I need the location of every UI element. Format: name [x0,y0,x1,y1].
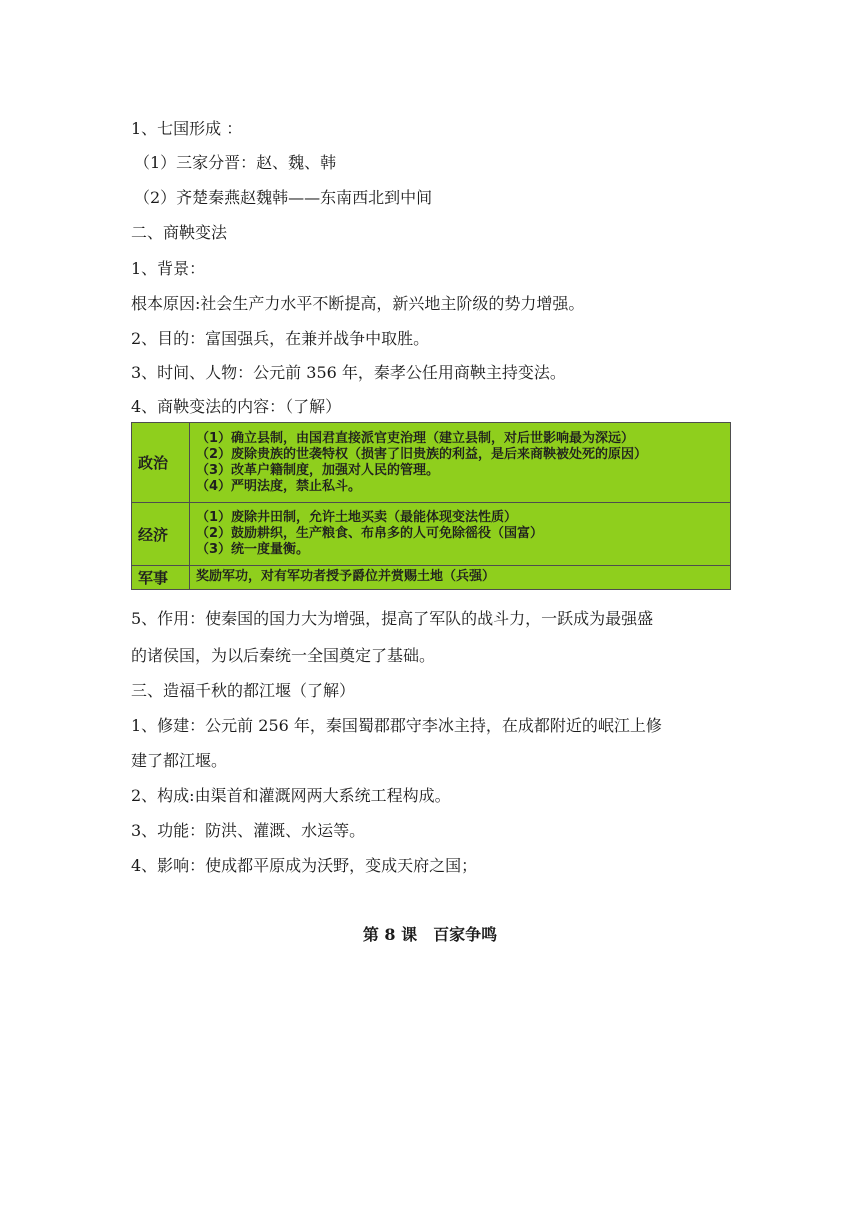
items-cell [190,423,731,503]
effect-text-line-2: 的诸侯国，为以后秦统一全国奠定了基础。 [131,646,436,665]
table-item: （2）鼓励耕织，生产粮食、布帛多的人可免除徭役（国富） [196,526,544,542]
composition-text: 2、构成:由渠首和灌溉网两大系统工程构成。 [131,786,451,805]
root-cause-text: 根本原因:社会生产力水平不断提高，新兴地主阶级的势力增强。 [131,294,585,313]
table-item: （1）废除井田制，允许土地买卖（最能体现变法性质） [196,510,518,526]
heading-background: 1、背景： [131,259,206,278]
function-text: 3、功能：防洪、灌溉、水运等。 [131,821,366,840]
table-row-military [132,565,731,589]
table-item: （3）改革户籍制度，加强对人民的管理。 [196,462,440,478]
table-item: （1）确立县制，由国君直接派官吏治理（建立县制，对后世影响最为深远） [196,430,635,446]
category-cell: 经济 [132,503,190,565]
section-heading-shang-yang: 二、商鞅变法 [131,223,228,242]
lesson-title: 第 8 课 百家争鸣 [362,925,498,944]
table-row-economy [132,503,731,565]
table-item: （2）废除贵族的世袭特权（损害了旧贵族的利益，是后来商鞅被处死的原因） [196,446,648,462]
category-cell: 政治 [132,423,190,503]
reform-content-table [131,422,731,590]
item-seven-states-order: （2）齐楚秦燕赵魏韩——东南西北到中间 [134,188,433,207]
construction-text-line-2: 建了都江堰。 [131,751,228,770]
purpose-text: 2、目的：富国强兵，在兼并战争中取胜。 [131,329,430,348]
effect-text-line-1: 5、作用：使秦国的国力大为增强，提高了军队的战斗力，一跃成为最强盛 [131,609,654,628]
items-cell [190,503,731,565]
time-people-text: 3、时间、人物：公元前 356 年，秦孝公任用商鞅主持变法。 [131,363,566,382]
category-cell: 军事 [132,565,190,589]
item-three-families: （1）三家分晋：赵、魏、韩 [134,153,337,172]
construction-text-line-1: 1、修建：公元前 256 年，秦国蜀郡郡守李冰主持，在成都附近的岷江上修 [131,716,662,735]
heading-seven-states: 1、七国形成 ： [131,119,243,138]
table-item: （3）统一度量衡。 [196,542,310,558]
table-item: 奖励军功，对有军功者授予爵位并赏赐土地（兵强） [196,569,496,585]
influence-text: 4、影响：使成都平原成为沃野，变成天府之国； [131,856,478,875]
content-heading: 4、商鞅变法的内容：（了解） [131,397,342,416]
section-heading-dujiangyan: 三、造福千秋的都江堰（了解） [131,681,356,700]
items-cell [190,565,731,589]
table-row-politics [132,423,731,503]
table-item: （4）严明法度，禁止私斗。 [196,478,362,494]
